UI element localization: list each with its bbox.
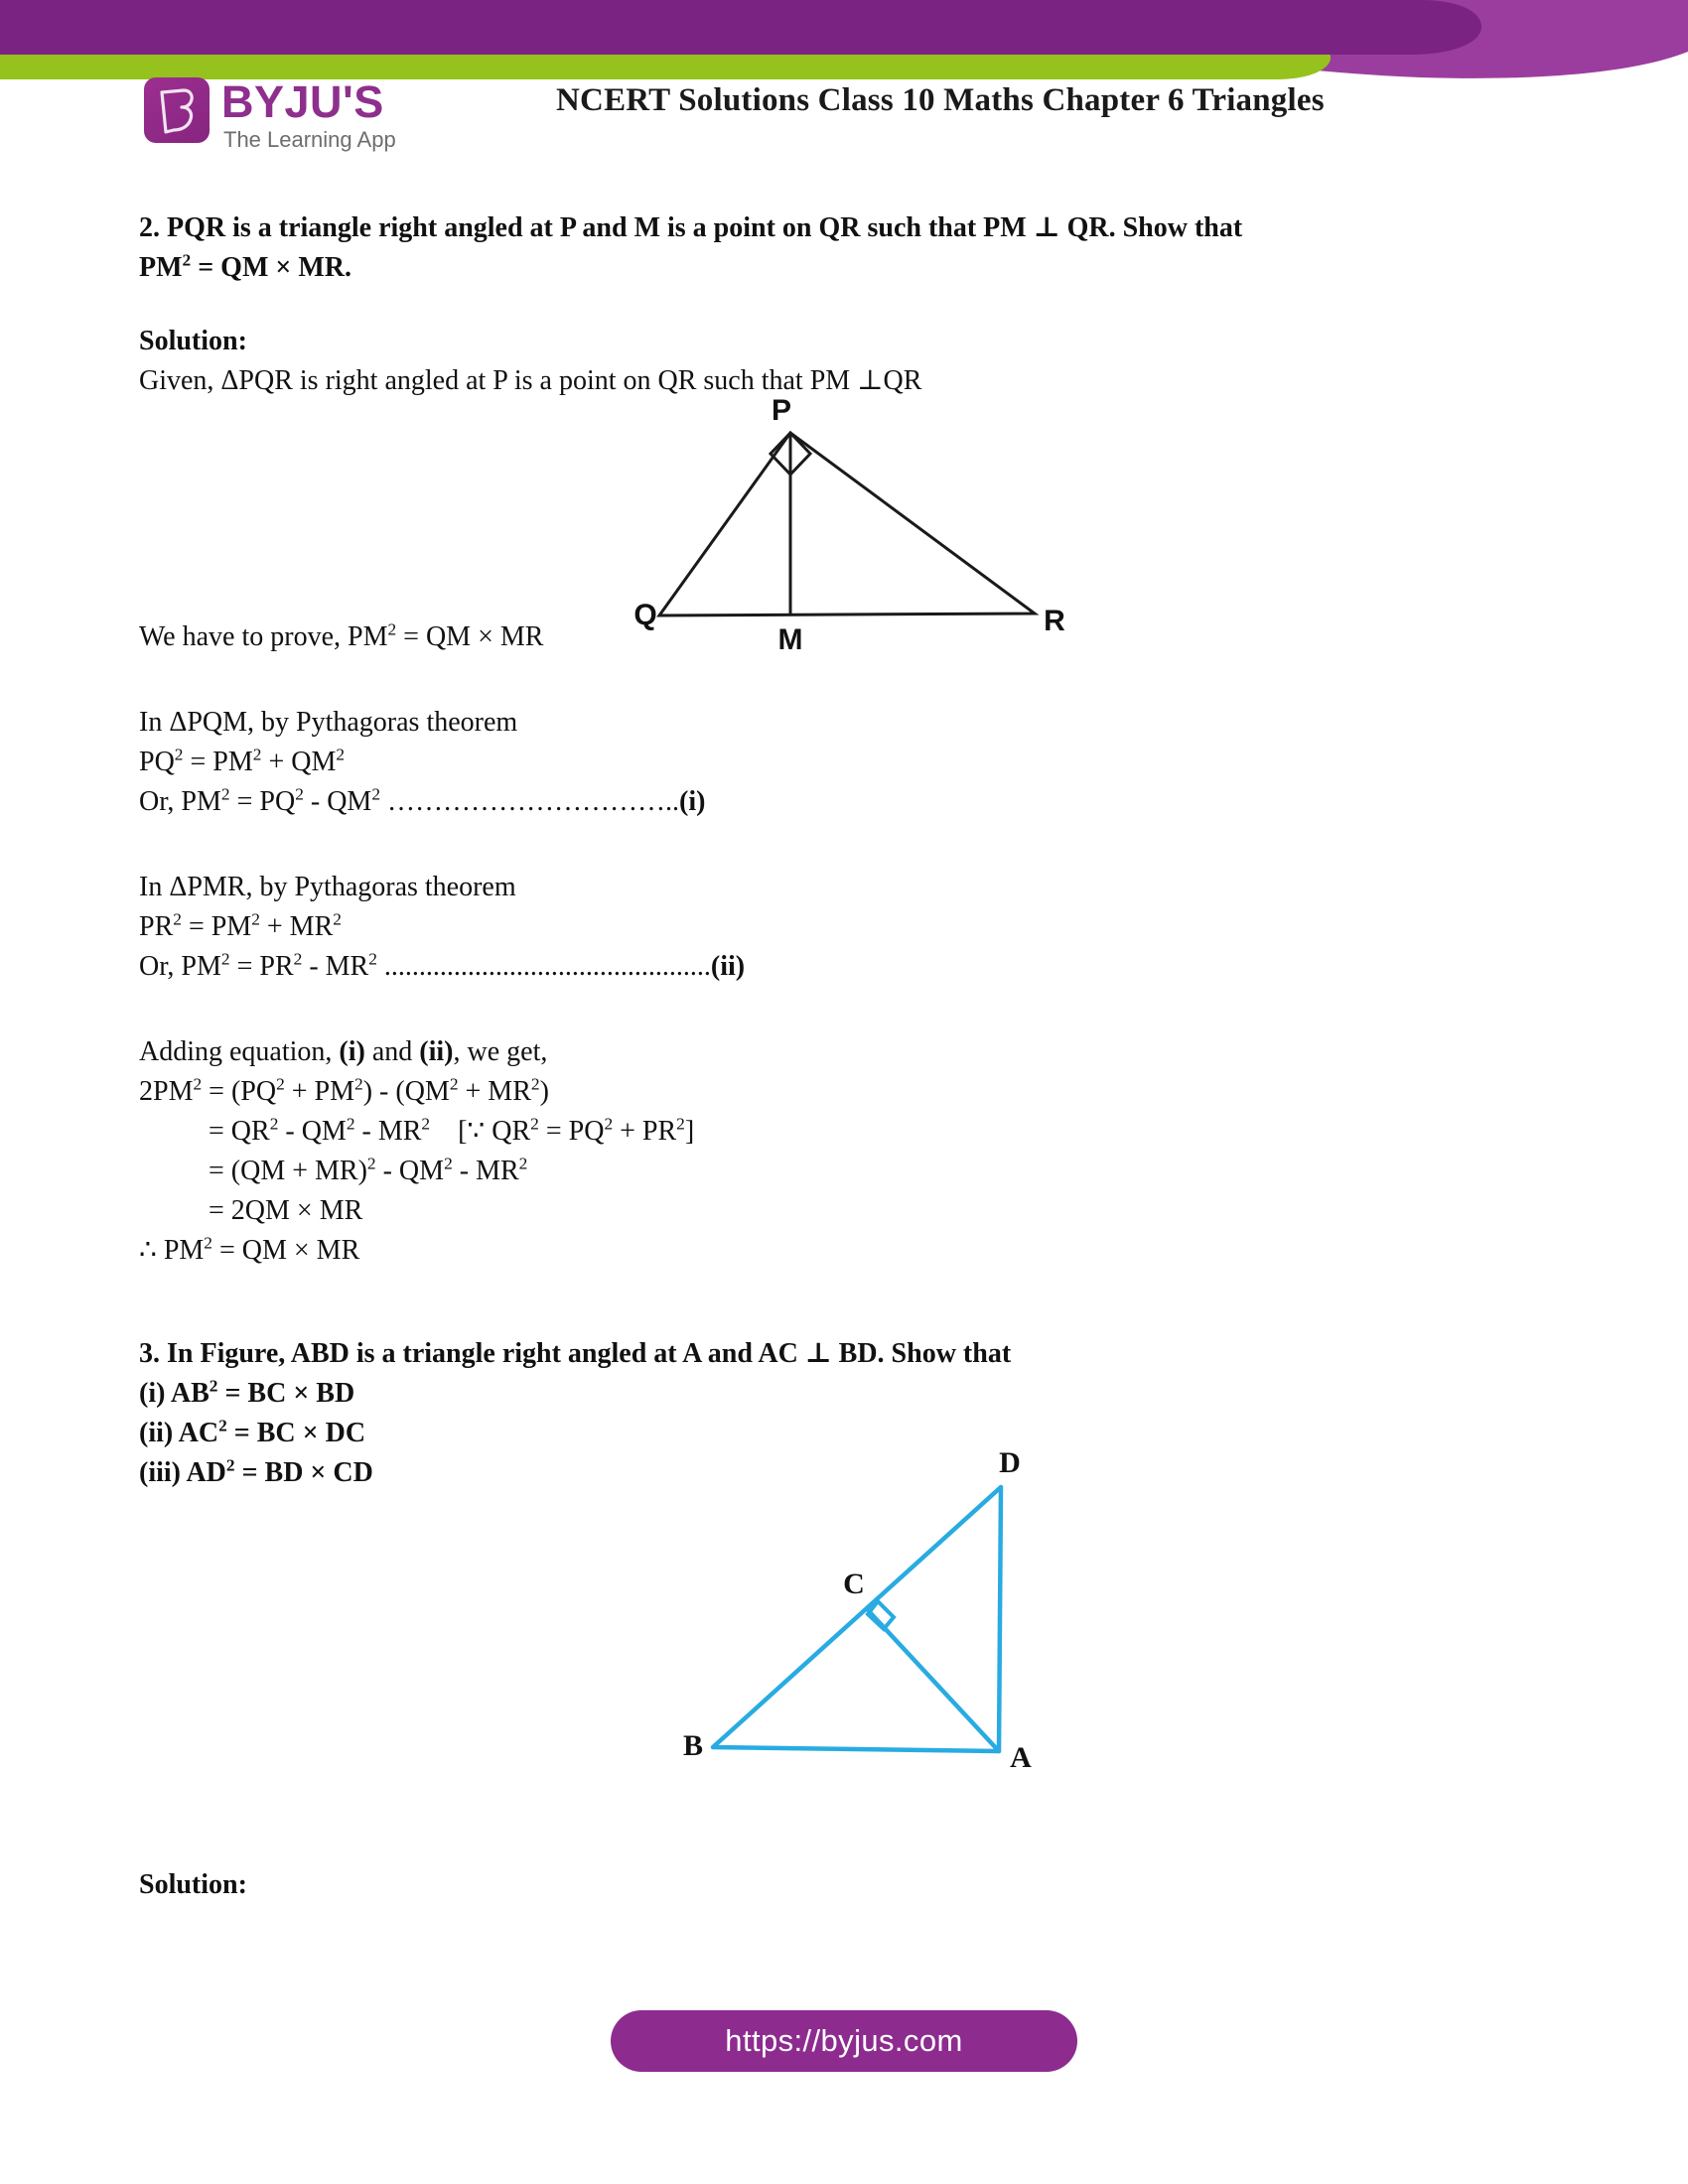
sup: 2 <box>174 745 184 764</box>
derivation-line-1: $2PM^2 = (PQ^2 + PM^2) - (QM^2 + MR^2)$ <box>139 1074 549 1107</box>
sup: 2 <box>220 784 230 804</box>
vertex-label-c: C <box>843 1568 865 1600</box>
figure-triangle-abd <box>645 1444 1072 1787</box>
vertex-label-a: A <box>1010 1741 1032 1774</box>
vertex-label-m: M <box>777 623 803 656</box>
proof-statement-sup: 2 <box>387 619 397 639</box>
adding-pre: Adding equation, <box>139 1036 340 1067</box>
sup: 2 <box>204 1233 212 1253</box>
derivation-line-4: = 2QM × MR <box>209 1195 363 1226</box>
q3-iii-rest: = BD × CD <box>234 1457 373 1488</box>
figure-triangle-pqr <box>596 392 1092 660</box>
question-2-heading-line2 <box>139 248 1470 288</box>
question-3-solution-label: Solution: <box>139 1869 247 1900</box>
adding-ref-ii: (ii) <box>419 1036 454 1067</box>
sup: 2 <box>530 1114 539 1134</box>
pqm-equation: $PQ^2 = PM^2 + QM^2$ <box>139 745 346 777</box>
byjus-logo-mark-icon <box>144 77 210 143</box>
adding-post: , we get, <box>453 1036 548 1067</box>
byjus-tagline: The Learning App <box>223 127 396 152</box>
equation-ii-dots: ............................................... <box>376 951 711 982</box>
derivation-line-2: = $QR^2 - QM^2 - MR^2$ [∵ $QR^2 = PQ^2 + PR^2$] <box>209 1114 695 1147</box>
question-2-proof <box>139 617 1470 1271</box>
sup: 2 <box>333 909 342 929</box>
sup: 2 <box>276 1074 285 1094</box>
equation-ii: Or, $PM^2 = PR^2 - MR^2$ ...............................................(ii) <box>139 949 746 982</box>
q3-iii-marker: (iii) AD <box>139 1457 226 1488</box>
q3-ii-marker: (ii) AC <box>139 1418 219 1448</box>
q3-ii-rest: = BC × DC <box>226 1418 366 1448</box>
sup: 2 <box>366 1154 376 1173</box>
q2-pm: PM <box>139 252 183 283</box>
header-decoration <box>0 0 1688 79</box>
q3-ii-sup: 2 <box>218 1416 227 1435</box>
proof-statement-post: = QM × MR <box>396 621 544 652</box>
q3-i-marker: (i) AB <box>139 1378 210 1409</box>
conclusion-line: ∴ $PM^2$ = QM × MR <box>139 1233 360 1266</box>
header-purple-dark-band <box>0 0 1481 55</box>
sup: 2 <box>676 1114 685 1134</box>
adding-mid: and <box>364 1036 420 1067</box>
page-title: NCERT Solutions Class 10 Maths Chapter 6 Triangles <box>556 82 1325 118</box>
footer-url-pill[interactable] <box>611 2010 1077 2072</box>
footer-url-text: https://byjus.com <box>725 2023 963 2058</box>
proof-statement-pre: We have to prove, PM <box>139 621 388 652</box>
q2-pm-rest: = QM × MR. <box>191 252 352 283</box>
equation-i-label: (i) <box>679 786 706 817</box>
question-3-item-i <box>139 1374 1470 1414</box>
sup: 2 <box>449 1074 459 1094</box>
brand-logo <box>144 77 442 157</box>
triangle-pqr-outline <box>659 433 1035 615</box>
q3-iii-sup: 2 <box>225 1455 235 1475</box>
vertex-label-q: Q <box>633 599 657 631</box>
sup: 2 <box>220 949 230 969</box>
sup: 2 <box>346 1114 355 1134</box>
equation-i: Or, $PM^2 = PQ^2 - QM^2$ …………………………..(i) <box>139 784 706 817</box>
question-3-heading: 3. In Figure, ABD is a triangle right angled at A and AC ⊥ BD. Show that <box>139 1338 1012 1369</box>
sup: 2 <box>530 1074 540 1094</box>
sup: 2 <box>173 909 182 929</box>
sup: 2 <box>354 1074 363 1094</box>
sup: 2 <box>368 949 377 969</box>
equation-ii-label: (ii) <box>710 951 746 982</box>
sup: 2 <box>193 1074 203 1094</box>
sup: 2 <box>518 1154 528 1173</box>
q2-pm-exponent: 2 <box>182 250 192 270</box>
vertex-label-b: B <box>682 1729 704 1762</box>
sup: 2 <box>251 909 260 929</box>
altitude-ac <box>869 1611 999 1751</box>
vertex-label-d: D <box>999 1446 1021 1479</box>
byjus-wordmark: BYJU'S <box>221 76 384 127</box>
question-2-solution-label: Solution: <box>139 326 247 356</box>
vertex-label-p: P <box>771 394 792 427</box>
question-2-block <box>139 208 1470 401</box>
sup: 2 <box>421 1114 431 1134</box>
vertex-label-r: R <box>1044 605 1065 637</box>
equation-i-dots: ………………………….. <box>380 786 680 817</box>
sup: 2 <box>252 745 262 764</box>
sup: 2 <box>295 784 304 804</box>
adding-equations-line <box>139 1032 1470 1072</box>
sup: 2 <box>336 745 346 764</box>
question-2-heading-line1: 2. PQR is a triangle right angled at P and M is a point on QR such that PM ⊥ QR. Show that <box>139 212 1243 243</box>
sup: 2 <box>604 1114 614 1134</box>
pmr-theorem-line: In ΔPMR, by Pythagoras theorem <box>139 872 516 902</box>
sup: 2 <box>371 784 381 804</box>
triangle-abd-outline <box>713 1487 1001 1751</box>
adding-ref-i: (i) <box>339 1036 365 1067</box>
sup: 2 <box>444 1154 453 1173</box>
derivation-line-3: = $(QM + MR)^2 - QM^2 - MR^2$ <box>209 1154 528 1186</box>
question-2-given-line: Given, ΔPQR is right angled at P is a point on QR such that PM ⊥QR <box>139 365 922 396</box>
pmr-equation: $PR^2 = PM^2 + MR^2$ <box>139 909 342 942</box>
q3-i-sup: 2 <box>209 1376 218 1396</box>
sup: 2 <box>293 949 303 969</box>
sup: 2 <box>269 1114 279 1134</box>
q3-i-rest: = BC × BD <box>217 1378 355 1409</box>
pqm-theorem-line: In ΔPQM, by Pythagoras theorem <box>139 707 518 738</box>
